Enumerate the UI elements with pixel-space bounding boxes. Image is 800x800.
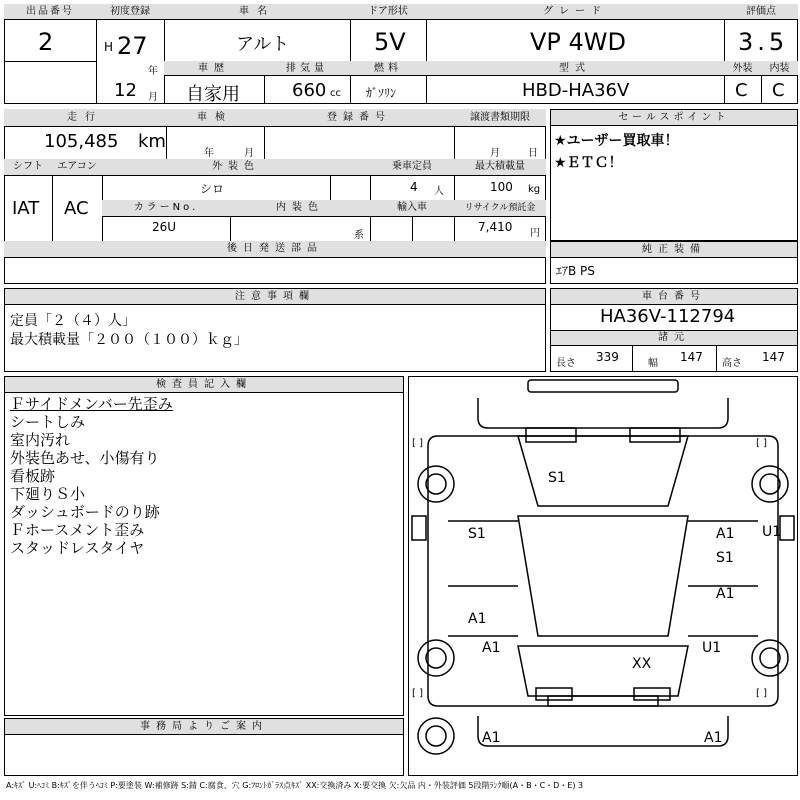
length-label: 長さ	[556, 358, 576, 369]
damage-mark-right-front-door: A1	[716, 526, 735, 542]
damage-mark-right-rear-fender: U1	[702, 640, 722, 656]
color-no-label: カラーNo.	[102, 200, 230, 216]
width: 147	[680, 350, 703, 364]
color-label: 外装色	[102, 159, 370, 175]
year-unit: 年	[148, 66, 158, 77]
month-unit: 月	[148, 92, 158, 103]
fuel: ｶﾞｿﾘﾝ	[366, 86, 397, 100]
inspection-label: 車検	[166, 109, 264, 126]
car-name: アルト	[236, 34, 290, 55]
chassis-number: HA36V-112794	[600, 306, 736, 327]
inspector-line: スタッドレスタイヤ	[10, 539, 145, 557]
genuine-label: 純正装備	[551, 242, 797, 258]
damage-mark-left-front-door: S1	[468, 526, 486, 542]
cc-unit: cc	[330, 88, 341, 99]
car-outline-diagram	[408, 376, 798, 776]
bracket: [ ]	[412, 688, 423, 699]
legend: A:ｷｽﾞ U:ﾍｺﾐ B:ｷｽﾞを伴うﾍｺﾐ P:要塗装 W:補修跡 S:錆 C:腐食、穴 G:ﾌﾛﾝﾄｶﾞﾗｽ点ｷｽﾞ XX:交換済み X:要交換 欠:欠品 内・外装評価 5段階ﾗﾝｸ順(A・B・C・D・E) 3	[6, 781, 584, 790]
import-label: 輸入車	[370, 200, 454, 216]
length: 339	[596, 350, 619, 364]
kei-unit: 系	[354, 230, 364, 241]
genuine-value: ｴｱB PS	[556, 264, 595, 278]
load-label: 最大積載量	[454, 159, 546, 175]
note-line: 定員「２（４）人」	[10, 313, 136, 329]
inspector-line: ダッシュボードのり跡	[10, 503, 160, 521]
history: 自家用	[186, 84, 240, 105]
interior-grade: C	[772, 80, 785, 101]
ac-label: エアコン	[52, 159, 102, 175]
interior-label: 内装	[761, 61, 798, 76]
damage-mark-rear-bumper-right: A1	[704, 730, 723, 746]
km-unit: km	[138, 131, 166, 152]
inspector-line: 看板跡	[10, 467, 56, 485]
inspector-line: 下廻りＳ小	[10, 485, 86, 503]
later-parts-label: 後日発送部品	[4, 241, 546, 257]
inspector-line: Ｆサイドメンバー先歪み	[10, 395, 173, 413]
sales-line: ★ＥＴＣ！	[554, 155, 623, 171]
air-con: AC	[64, 198, 89, 219]
inspector-line: 外装色あせ、小傷有り	[10, 449, 160, 467]
exterior-label: 外装	[724, 61, 761, 76]
height-label: 高さ	[722, 358, 742, 369]
damage-mark-right-rear-door: A1	[716, 586, 735, 602]
kg-unit: kg	[528, 184, 541, 195]
capacity: 4	[410, 180, 418, 194]
car-name-label: 車名	[164, 4, 350, 20]
body-color: シロ	[200, 182, 225, 196]
model: HBD-HA36V	[522, 80, 630, 101]
damage-mark-left-rear-fender: A1	[482, 640, 501, 656]
displacement: 660	[292, 80, 327, 101]
shift: IAT	[12, 198, 40, 219]
recycle-fee: 7,410	[478, 220, 513, 234]
transfer-label: 譲渡書類期限	[454, 109, 546, 126]
door-label: ドア形状	[350, 4, 426, 20]
inspector-line: シートしみ	[10, 413, 86, 431]
sales-point-label: セールスポイント	[551, 110, 797, 126]
era: H	[104, 40, 114, 54]
tr-month-unit: 月	[490, 148, 500, 159]
color-number: 26U	[152, 220, 177, 234]
door-type: 5V	[374, 28, 406, 56]
damage-mark-hood: S1	[548, 470, 566, 486]
fuel-label: 燃料	[350, 61, 426, 76]
damage-mark-roof-rear: XX	[632, 656, 652, 672]
score: 3.5	[738, 28, 789, 56]
notes-label: 注意事項欄	[5, 289, 545, 305]
model-label: 型式	[426, 61, 724, 76]
inspector-line: 室内汚れ	[10, 431, 71, 449]
reg-year: 27	[117, 32, 148, 60]
grade: VP 4WD	[530, 28, 626, 56]
mileage: 105,485	[44, 131, 119, 152]
damage-mark-left-rear-door: A1	[468, 611, 487, 627]
sales-point-section	[550, 109, 798, 241]
reg-month: 12	[114, 80, 137, 101]
mileage-label: 走行	[4, 109, 166, 126]
inspector-label: 検査員記入欄	[5, 377, 403, 393]
chassis-label: 車台番号	[551, 289, 797, 305]
capacity-label: 乗車定員	[370, 159, 454, 175]
bracket: [ ]	[412, 438, 423, 449]
history-label: 車歴	[164, 61, 264, 76]
recycle-label: リサイクル預託金	[454, 200, 546, 216]
displacement-label: 排気量	[264, 61, 350, 76]
tr-day-unit: 日	[528, 148, 538, 159]
yen-unit: 円	[530, 228, 540, 239]
bracket: [ ]	[756, 438, 767, 449]
office-label: 事務局よりご案内	[5, 719, 403, 735]
width-label: 幅	[648, 358, 658, 369]
reg-no-label: 登録番号	[264, 109, 454, 126]
height: 147	[762, 350, 785, 364]
bracket: [ ]	[756, 688, 767, 699]
insp-month-unit: 月	[244, 148, 254, 159]
lot-label: 出品番号	[4, 4, 96, 20]
lot-number: 2	[38, 28, 54, 56]
note-line: 最大積載量「２００（１００）ｋｇ」	[10, 332, 248, 348]
damage-mark-rear-bumper-left: A1	[482, 730, 501, 746]
score-label: 評価点	[724, 4, 798, 20]
max-load: 100	[490, 180, 513, 194]
insp-year-unit: 年	[204, 148, 214, 159]
exterior-grade: C	[735, 80, 748, 101]
sales-line: ★ユーザー買取車！	[554, 133, 679, 149]
int-color-label: 内装色	[230, 200, 370, 216]
damage-mark-right-front-door-2: S1	[716, 550, 734, 566]
first-reg-label: 初度登録	[96, 4, 164, 20]
specs-label: 諸元	[551, 330, 797, 346]
grade-label: グレード	[426, 4, 724, 20]
damage-mark-right-front-fender: U1	[762, 524, 782, 540]
shift-label: シフト	[4, 159, 52, 175]
inspector-notes	[10, 395, 173, 557]
person-unit: 人	[434, 186, 444, 197]
inspector-line: Ｆホースメント歪み	[10, 521, 145, 539]
